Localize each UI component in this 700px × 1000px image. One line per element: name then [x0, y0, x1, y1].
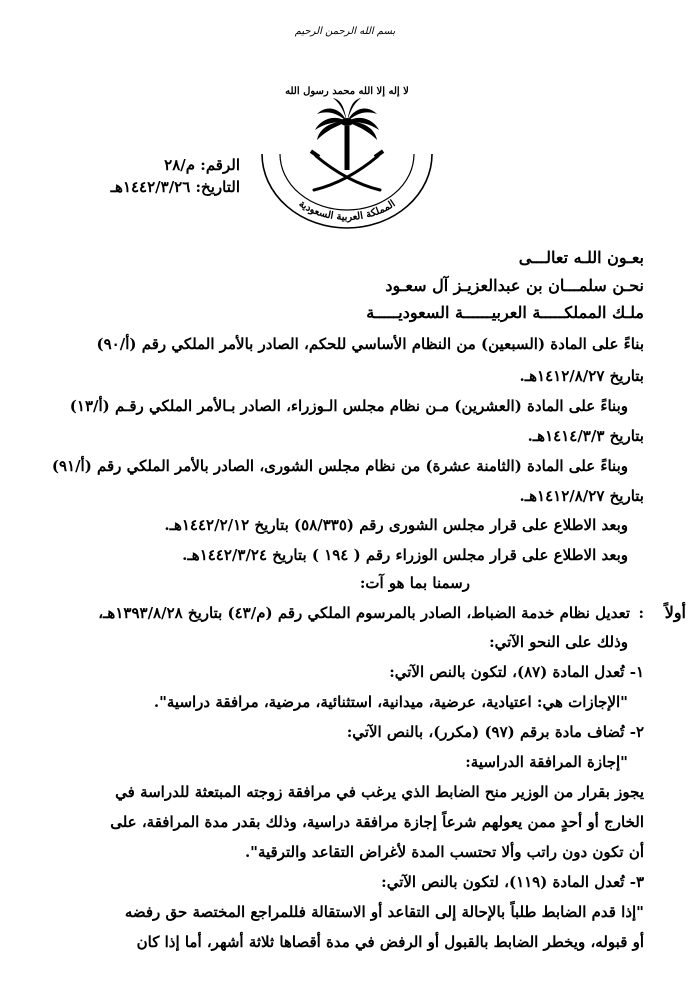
preamble-line: وبعد الاطلاع على قرار مجلس الشورى رقم (٥٨/٣٣٥) بتاريخ ١٤٤٢/٢/١٢هـ. [164, 516, 628, 534]
decree-number: الرقم: م/٢٨ [164, 156, 240, 174]
preamble-line: وبناءً على المادة (العشرين) مـن نظام مجلس الـوزراء، الصادر بـالأمر الملكي رقـم (أ/١٣) [69, 397, 628, 415]
amendment-heading: ٣- تُعدل المادة (١١٩)، لتكون بالنص الآتي: [381, 873, 644, 891]
preamble-line: وبناءً على المادة (الثامنة عشرة) من نظام مجلس الشورى، الصادر بالأمر الملكي رقم (أ/٩١) [51, 457, 628, 475]
amendment-text: أن تكون دون راتب وألا تحتسب المدة لأغراض التقاعد والترقية". [244, 843, 644, 861]
preamble-closing: رسمنا بما هو آت: [359, 574, 470, 592]
basmala: بسم الله الرحمن الرحيم [294, 26, 396, 37]
emblem-tawheed: لا إله إلا الله محمد رسول الله [285, 86, 409, 97]
decree-date: التاريخ: ١٤٤٢/٣/٢٦هـ [110, 178, 240, 196]
header-line-3: ملـك المملكـــــة العربيــــــة السعوديـــــة [366, 303, 644, 322]
amendment-heading: ١- تُعدل المادة (٨٧)، لتكون بالنص الآتي: [389, 663, 644, 681]
amendment-text: يجوز بقرار من الوزير منح الضابط الذي يرغب في مرافقة زوجته المبتعثة للدراسة في [115, 783, 644, 801]
amendment-text: أو قبوله، ويخطر الضابط بالقبول أو الرفض في مدة أقصاها ثلاثة أشهر، أما إذا كان [136, 933, 644, 951]
preamble-line: وبعد الاطلاع على قرار مجلس الوزراء رقم ( ١٩٤ ) بتاريخ ١٤٤٢/٣/٢٤هـ. [182, 546, 628, 564]
preamble-line: بتاريخ ١٤١٤/٣/٣هـ. [527, 427, 644, 445]
saudi-emblem-icon [256, 58, 438, 238]
article-intro-2: وذلك على النحو الآتي: [489, 633, 628, 651]
preamble-line: بتاريخ ١٤١٢/٨/٢٧هـ. [519, 367, 644, 385]
amendment-heading: ٢- تُضاف مادة برقم (٩٧) (مكرر)، بالنص الآتي: [346, 723, 644, 741]
preamble-line: بناءً على المادة (السبعين) من النظام الأساسي للحكم، الصادر بالأمر الملكي رقم (أ/٩٠) [96, 335, 644, 353]
article-label: أولاً [664, 603, 686, 622]
article-colon: : [638, 604, 644, 622]
amendment-text: "إذا قدم الضابط طلباً بالإحالة إلى التقاعد أو الاستقالة فللمراجع المختصة حق رفضه [124, 903, 644, 921]
header-line-2: نحـن سلمـــان بن عبدالعزيـز آل سعـود [385, 276, 644, 295]
article-intro: تعديل نظام خدمة الضباط، الصادر بالمرسوم الملكي رقم (م/٤٣) بتاريخ ١٣٩٣/٨/٢٨هـ، [98, 604, 630, 622]
header-line-1: بعـون اللـه تعالـــى [518, 248, 644, 267]
amendment-text: الخارج أو أحدٍ ممن يعولهم شرعاً إجازة مرافقة دراسية، وذلك بقدر مدة المرافقة، على [110, 813, 644, 831]
amendment-text: "الإجازات هي: اعتيادية، عرضية، ميدانية، استثنائية، مرضية، مرافقة دراسية". [153, 693, 628, 711]
amendment-text: "إجازة المرافقة الدراسية: [465, 753, 628, 771]
preamble-line: بتاريخ ١٤١٢/٨/٢٧هـ. [519, 487, 644, 505]
emblem-arc-text: المملكة العربية السعودية [296, 198, 398, 224]
